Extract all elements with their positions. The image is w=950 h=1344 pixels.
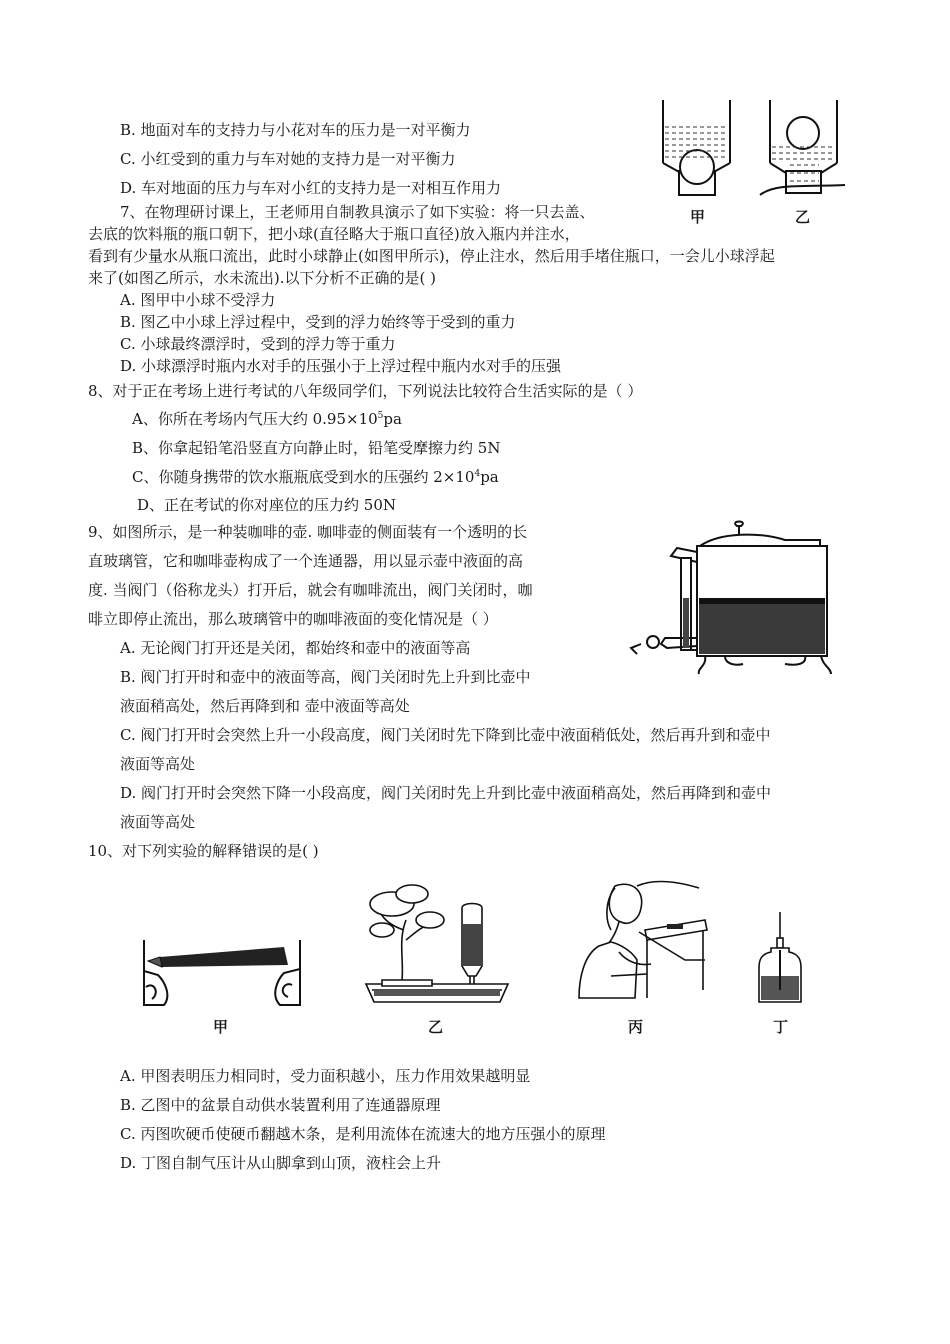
q9-option-c-line2: 液面等高处 [120, 755, 196, 773]
q10-option-a: A. 甲图表明压力相同时，受力面积越小，压力作用效果越明显 [120, 1067, 531, 1085]
q8-stem: 8、对于正在考场上进行考试的八年级同学们，下列说法比较符合生活实际的是（ ） [88, 382, 643, 400]
q9-option-b-line1: B. 阀门打开时和壶中的液面等高，阀门关闭时先上升到比壶中 [120, 668, 531, 686]
q9-option-d-line2: 液面等高处 [120, 813, 196, 831]
q6-option-b: B. 地面对车的支持力与小花对车的压力是一对平衡力 [120, 121, 471, 139]
q7-option-a: A. 图甲中小球不受浮力 [120, 291, 276, 309]
q7-stem-2: 去底的饮料瓶的瓶口朝下，把小球(直径略大于瓶口直径)放入瓶内并注水， [88, 225, 580, 243]
barometer-figure [755, 910, 805, 1006]
coffee-pot-figure [625, 518, 850, 678]
q8-option-d: D、正在考试的你对座位的压力约 50N [137, 496, 397, 514]
q10-option-d: D. 丁图自制气压计从山脚拿到山顶，液柱会上升 [120, 1154, 442, 1172]
q8-option-c: C、你随身携带的饮水瓶瓶底受到水的压强约 $2\times 10^4pa$ [132, 468, 499, 486]
q7-stem-1: 7、在物理研讨课上，王老师用自制教具演示了如下实验：将一只去盖、 [120, 203, 595, 221]
q7-stem-4: 来了(如图乙所示，水未流出).以下分析不正确的是( ) [88, 269, 436, 287]
q8-option-b: B、你拿起铅笔沿竖直方向静止时，铅笔受摩擦力约 5N [132, 439, 501, 457]
q10-fig-label-yi: 乙 [428, 1018, 444, 1036]
q10-fig-label-jia: 甲 [213, 1018, 229, 1036]
q7-bottle-figure [655, 95, 855, 235]
q9-option-b-line2: 液面稍高处，然后再降到和 壶中液面等高处 [120, 697, 410, 715]
q9-stem-4: 啡立即停止流出，那么玻璃管中的咖啡液面的变化情况是（ ） [88, 610, 498, 628]
q10-option-c: C. 丙图吹硬币使硬币翻越木条，是利用流体在流速大的地方压强小的原理 [120, 1125, 606, 1143]
bonsai-watering-figure [362, 880, 512, 1008]
q7-stem-3: 看到有少量水从瓶口流出，此时小球静止(如图甲所示)，停止注水，然后用手堵住瓶口，一会儿小球浮起 [88, 247, 775, 265]
q10-stem: 10、对下列实验的解释错误的是( ) [88, 842, 319, 860]
q9-stem-3: 度. 当阀门（俗称龙头）打开后，就会有咖啡流出，阀门关闭时，咖 [88, 581, 533, 599]
q9-stem-1: 9、如图所示，是一种装咖啡的壶. 咖啡壶的侧面装有一个透明的长 [88, 523, 528, 541]
pencil-fingers-figure [142, 935, 302, 1007]
q7-fig-label-jia: 甲 [690, 208, 706, 226]
q6-option-c: C. 小红受到的重力与车对她的支持力是一对平衡力 [120, 150, 456, 168]
q10-fig-label-ding: 丁 [773, 1018, 789, 1036]
q9-stem-2: 直玻璃管，它和咖啡壶构成了一个连通器，用以显示壶中液面的高 [88, 552, 524, 570]
q6-option-d: D. 车对地面的压力与车对小红的支持力是一对相互作用力 [120, 179, 502, 197]
q9-option-d-line1: D. 阀门打开时会突然下降一小段高度，阀门关闭时先上升到比壶中液面稍高处，然后再降到和壶中 [120, 784, 772, 802]
q10-fig-label-bing: 丙 [628, 1018, 644, 1036]
q10-option-b: B. 乙图中的盆景自动供水装置利用了连通器原理 [120, 1096, 441, 1114]
q9-option-a: A. 无论阀门打开还是关闭，都始终和壶中的液面等高 [120, 639, 471, 657]
q8-option-a: A、你所在考场内气压大约 $0.95\times 10^5pa$ [132, 410, 402, 428]
q7-option-c: C. 小球最终漂浮时，受到的浮力等于重力 [120, 335, 396, 353]
q7-option-d: D. 小球漂浮时瓶内水对手的压强小于上浮过程中瓶内水对手的压强 [120, 357, 562, 375]
girl-blowing-coin-figure [575, 880, 710, 1000]
q9-option-c-line1: C. 阀门打开时会突然上升一小段高度，阀门关闭时先下降到比壶中液面稍低处，然后再升到和壶中 [120, 726, 771, 744]
q7-fig-label-yi: 乙 [795, 208, 811, 226]
q7-option-b: B. 图乙中小球上浮过程中，受到的浮力始终等于受到的重力 [120, 313, 516, 331]
